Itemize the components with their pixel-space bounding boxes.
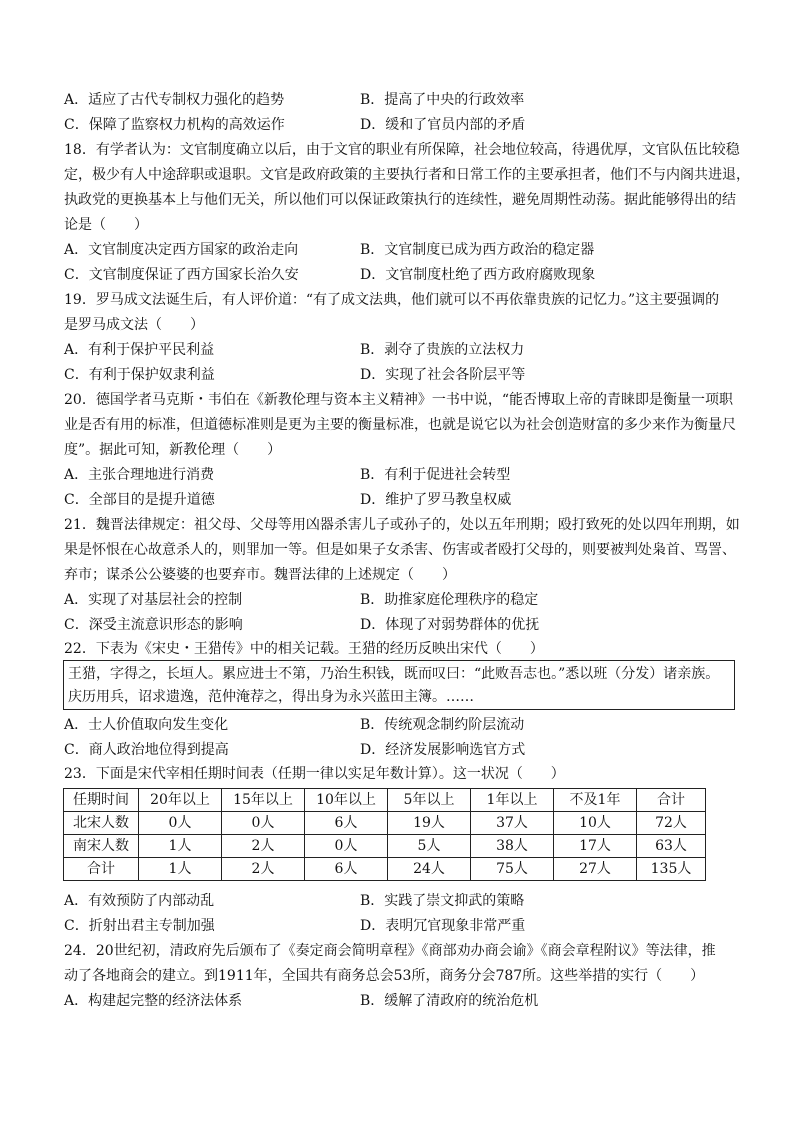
question-23-line: 23．下面是宋代宰相任期时间表（任期一律以实足年数计算）。这一状况（ ） [64, 766, 565, 782]
table-cell: 1人 [139, 835, 222, 858]
question-21-line: 果是怀恨在心故意杀人的，则罪加一等。但是如果子女杀害、伤害或者殴打父母的，则要被判处枭首、骂詈、 [64, 542, 736, 558]
question-22-line: 22．下表为《宋史・王猎传》中的相关记载。王猎的经历反映出宋代（ ） [64, 641, 544, 657]
option-d: D．体现了对弱势群体的优抚 [360, 617, 540, 633]
option-b: B．剥夺了贵族的立法权力 [360, 342, 525, 358]
table-cell: 合计 [64, 858, 139, 881]
table-cell: 0人 [222, 812, 305, 835]
option-a: A．文官制度决定西方国家的政治走向 [64, 242, 299, 258]
table-row [64, 812, 706, 835]
question-18-line: 执政党的更换基本上与他们无关，所以他们可以保证政策执行的连续性，避免周期性动荡。据此能够得出的结 [64, 192, 736, 208]
option-c: C．文官制度保证了西方国家长治久安 [64, 267, 299, 283]
option-d: D．实现了社会各阶层平等 [360, 367, 526, 383]
option-d: D．表明冗官现象非常严重 [360, 918, 526, 934]
table-cell: 24人 [388, 858, 471, 881]
table-header-cell: 合计 [637, 789, 706, 812]
option-c: C．保障了监察权力机构的高效运作 [64, 117, 285, 133]
table-header-cell: 任期时间 [64, 789, 139, 812]
option-d: D．缓和了官员内部的矛盾 [360, 117, 526, 133]
question-18-line: 论是（ ） [64, 217, 148, 233]
option-a: A．构建起完整的经济法体系 [64, 993, 243, 1009]
table-header-cell: 不及1年 [554, 789, 637, 812]
table-cell: 72人 [637, 812, 706, 835]
table-cell: 19人 [388, 812, 471, 835]
option-b: B．传统观念制约阶层流动 [360, 717, 525, 733]
table-cell: 10人 [554, 812, 637, 835]
option-c: C．有利于保护奴隶利益 [64, 367, 215, 383]
option-c: C．全部目的是提升道德 [64, 492, 215, 508]
option-a: A．实现了对基层社会的控制 [64, 592, 243, 608]
table-cell: 2人 [222, 858, 305, 881]
question-21-line: 21．魏晋法律规定：祖父母、父母等用凶器杀害儿子或孙子的，处以五年刑期；殴打致死的处以四年刑期，如 [64, 517, 740, 533]
table-row [64, 858, 706, 881]
quote-box [63, 660, 735, 710]
option-d: D．经济发展影响选官方式 [360, 742, 526, 758]
option-a: A．适应了古代专制权力强化的趋势 [64, 92, 285, 108]
question-18-line: 定，极少有人中途辞职或退职。文官是政府政策的主要执行者和日常工作的主要承担者，他们不与内阁共进退， [64, 167, 750, 183]
option-c: C．深受主流意识形态的影响 [64, 617, 243, 633]
option-b: B．文官制度已成为西方政治的稳定器 [360, 242, 595, 258]
option-a: A．有利于保护平民利益 [64, 342, 215, 358]
table-cell: 1人 [139, 858, 222, 881]
question-21-line: 弃市；谋杀公公婆婆的也要弃市。魏晋法律的上述规定（ ） [64, 567, 456, 583]
table-header-row [64, 789, 706, 812]
option-a: A．主张合理地进行消费 [64, 467, 215, 483]
table-cell: 2人 [222, 835, 305, 858]
question-24-line: 24．20世纪初，清政府先后颁布了《奏定商会简明章程》《商部劝办商会谕》《商会章程附议》等法律，推 [64, 943, 716, 959]
table-cell: 6人 [305, 812, 388, 835]
question-19-line: 是罗马成文法（ ） [64, 317, 204, 333]
question-24-line: 动了各地商会的建立。到1911年，全国共有商务总会53所，商务分会787所。这些举措的实行（ ） [64, 968, 705, 984]
question-20-line: 度”。据此可知，新教伦理（ ） [64, 442, 282, 458]
question-20-line: 业是否有用的标准，但道德标准则是更为主要的衡量标准，也就是说它以为社会创造财富的多少来作为衡量尺 [64, 417, 736, 433]
option-c: C．商人政治地位得到提高 [64, 742, 229, 758]
option-a: A．有效预防了内部动乱 [64, 893, 215, 909]
option-a: A．士人价值取向发生变化 [64, 717, 229, 733]
option-b: B．提高了中央的行政效率 [360, 92, 525, 108]
table-header-cell: 15年以上 [222, 789, 305, 812]
option-b: B．有利于促进社会转型 [360, 467, 511, 483]
table-cell: 17人 [554, 835, 637, 858]
question-18-line: 18．有学者认为：文官制度确立以后，由于文官的职业有所保障，社会地位较高，待遇优厚，文官队伍比较稳 [64, 142, 740, 158]
tenure-table [63, 788, 706, 881]
table-cell: 0人 [139, 812, 222, 835]
option-b: B．缓解了清政府的统治危机 [360, 993, 539, 1009]
table-cell: 37人 [471, 812, 554, 835]
table-cell: 0人 [305, 835, 388, 858]
table-cell: 南宋人数 [64, 835, 139, 858]
table-cell: 38人 [471, 835, 554, 858]
option-d: D．维护了罗马教皇权威 [360, 492, 512, 508]
table-header-cell: 1年以上 [471, 789, 554, 812]
question-19-line: 19．罗马成文法诞生后，有人评价道：“有了成文法典，他们就可以不再依靠贵族的记忆力。”这主要强调的 [64, 292, 720, 308]
table-cell: 6人 [305, 858, 388, 881]
table-cell: 5人 [388, 835, 471, 858]
table-row [64, 835, 706, 858]
option-b: B．实践了崇文抑武的策略 [360, 893, 525, 909]
table-cell: 63人 [637, 835, 706, 858]
table-header-cell: 20年以上 [139, 789, 222, 812]
table-cell: 27人 [554, 858, 637, 881]
table-header-cell: 10年以上 [305, 789, 388, 812]
quote-line: 王猎，字得之，长垣人。累应进士不第，乃治生积钱，既而叹曰：“此败吾志也。”悉以班（分发）诸亲族。 [68, 666, 720, 682]
table-cell: 75人 [471, 858, 554, 881]
table-cell: 北宋人数 [64, 812, 139, 835]
quote-line: 庆历用兵，诏求遗逸，范仲淹荐之，得出身为永兴蓝田主簿。…… [68, 689, 474, 705]
option-c: C．折射出君主专制加强 [64, 918, 215, 934]
option-b: B．助推家庭伦理秩序的稳定 [360, 592, 539, 608]
question-20-line: 20．德国学者马克斯・韦伯在《新教伦理与资本主义精神》一书中说，“能否博取上帝的青睐即是衡量一项职 [64, 392, 733, 408]
table-header-cell: 5年以上 [388, 789, 471, 812]
table-cell: 135人 [637, 858, 706, 881]
option-d: D．文官制度杜绝了西方政府腐败现象 [360, 267, 596, 283]
